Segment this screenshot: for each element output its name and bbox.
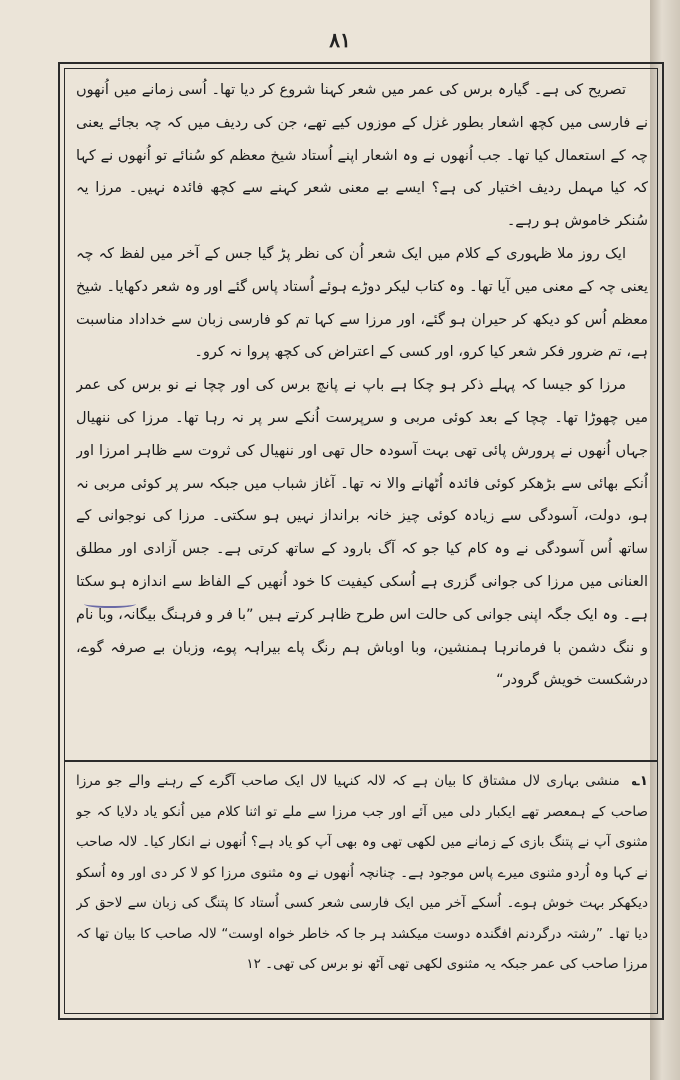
footnote-text: منشی بہاری لال مشتاق کا بیان ہے کہ لالہ کنہیا لال ایک صاحب آگرے کے رہنے والے جو مرزا صاحب کے ہمعصر تھے ایکبار دلی میں آئے اور جب مرزا سے ملے تو اثنا کلام میں اُنکو یاد دلایا کہ جو مثنوی آپ نے پتنگ بازی کے زمانے میں لکھی تھی وہ بھی آپ کو یاد ہے؟ اُنھوں نے انکار کیا۔ لالہ صاحب نے کہا وہ اُردو مثنوی میرے پاس موجود ہے۔ چنانچہ اُنھوں نے وہ مثنوی مرزا کو لا کر دی اور وہ اُسکو دیکھکر بہت خوش ہوے۔ اُسکے آخر میں ایک فارسی شعر کسی اُستاد کا پتنگ کی زبان سے لاحق کر دیا تھا۔ ”رشتہ درگردنم افگندہ دوست میکشد ہر جا کہ خاطر خواہ اوست“ لالہ صاحب کا بیان تھا کہ مرزا صاحب کی عمر جبکہ یہ مثنوی لکھی تھی آٹھ نو برس کی تھی۔ ۱۲ [76,773,648,972]
footnote [76,766,648,1006]
pen-underline-mark [84,600,136,608]
main-text [76,74,648,754]
paragraph-3: مرزا کو جیسا کہ پہلے ذکر ہو چکا ہے باپ نے پانچ برس کی اور چچا نے نو برس کی عمر میں چھوڑا تھا۔ چچا کے بعد کوئی مربی و سرپرست اُنکے سر پر نہ رہا تھا۔ مرزا کی ننھیال جہاں اُنھوں نے پرورش پائی تھی بہت آسودہ حال تھی اور ننھیال کی ثروت سے ظاہر امرزا اور اُنکے بھائی سے بڑھکر کوئی فائدہ اُٹھانے والا نہ تھا۔ آغاز شباب میں جبکہ سر پر کوئی مربی نہ ہو، دولت، آسودگی سے زیادہ کوئی چیز خانہ برانداز نہیں ہو سکتی۔ مرزا کی نوجوانی کے ساتھ اُس آسودگی نے وہ کام کیا جو کہ آگ بارود کے ساتھ کرتی ہے۔ جس آزادی اور مطلق العنانی میں مرزا کی جوانی گزری ہے اُسکی کیفیت کا خود اُنھیں کے الفاظ سے اندازہ ہو سکتا ہے۔ وہ ایک جگہ اپنی جوانی کی حالت اس طرح ظاہر کرتے ہیں ”با فر و فرہنگ بیگانہ، وبا نام و ننگ دشمن با فرمانرہا ہمنشین، وبا اوباش ہم رنگ پاے بیراہہ پوے، وزبان بے صرفہ گوے، درشکست خویش گرودر“ [76,377,648,689]
page-number: ۸۱ [329,28,351,52]
paragraph-2: ایک روز ملا ظہوری کے کلام میں ایک شعر اُن کی نظر پڑ گیا جس کے آخر میں لفظ کہ چہ یعنی چہ کے معنی میں آیا تھا۔ وہ کتاب لیکر دوڑے ہوئے اُستاد پاس گئے اور وہ شعر دکھایا۔ شیخ معظم اُس کو دیکھ کر حیران ہو گئے، اور مرزا سے کہا تم کو فارسی زبان سے خداداد مناسبت ہے، تم ضرور فکر شعر کیا کرو، اور کسی کے اعتراض کی کچھ پروا نہ کرو۔ [76,245,648,361]
paragraph-1: تصریح کی ہے۔ گیارہ برس کی عمر میں شعر کہنا شروع کر دیا تھا۔ اُسی زمانے میں اُنھوں نے فارسی میں کچھ اشعار بطور غزل کے موزوں کیے تھے، جن کی ردیف میں کہ چہ بجائے یعنی چہ کے استعمال کیا تھا۔ جب اُنھوں نے وہ اشعار اپنے اُستاد شیخ معظم کو سُنائے تو اُنھوں نے کہا کہ کیا مہمل ردیف اختیار کی ہے؟ ایسے بے معنی شعر کہنے سے کچھ فائدہ نہیں۔ مرزا یہ سُنکر خاموش ہو رہے۔ [76,82,648,230]
footnote-divider [64,760,658,762]
footnote-marker: ۱؎ [631,773,648,789]
